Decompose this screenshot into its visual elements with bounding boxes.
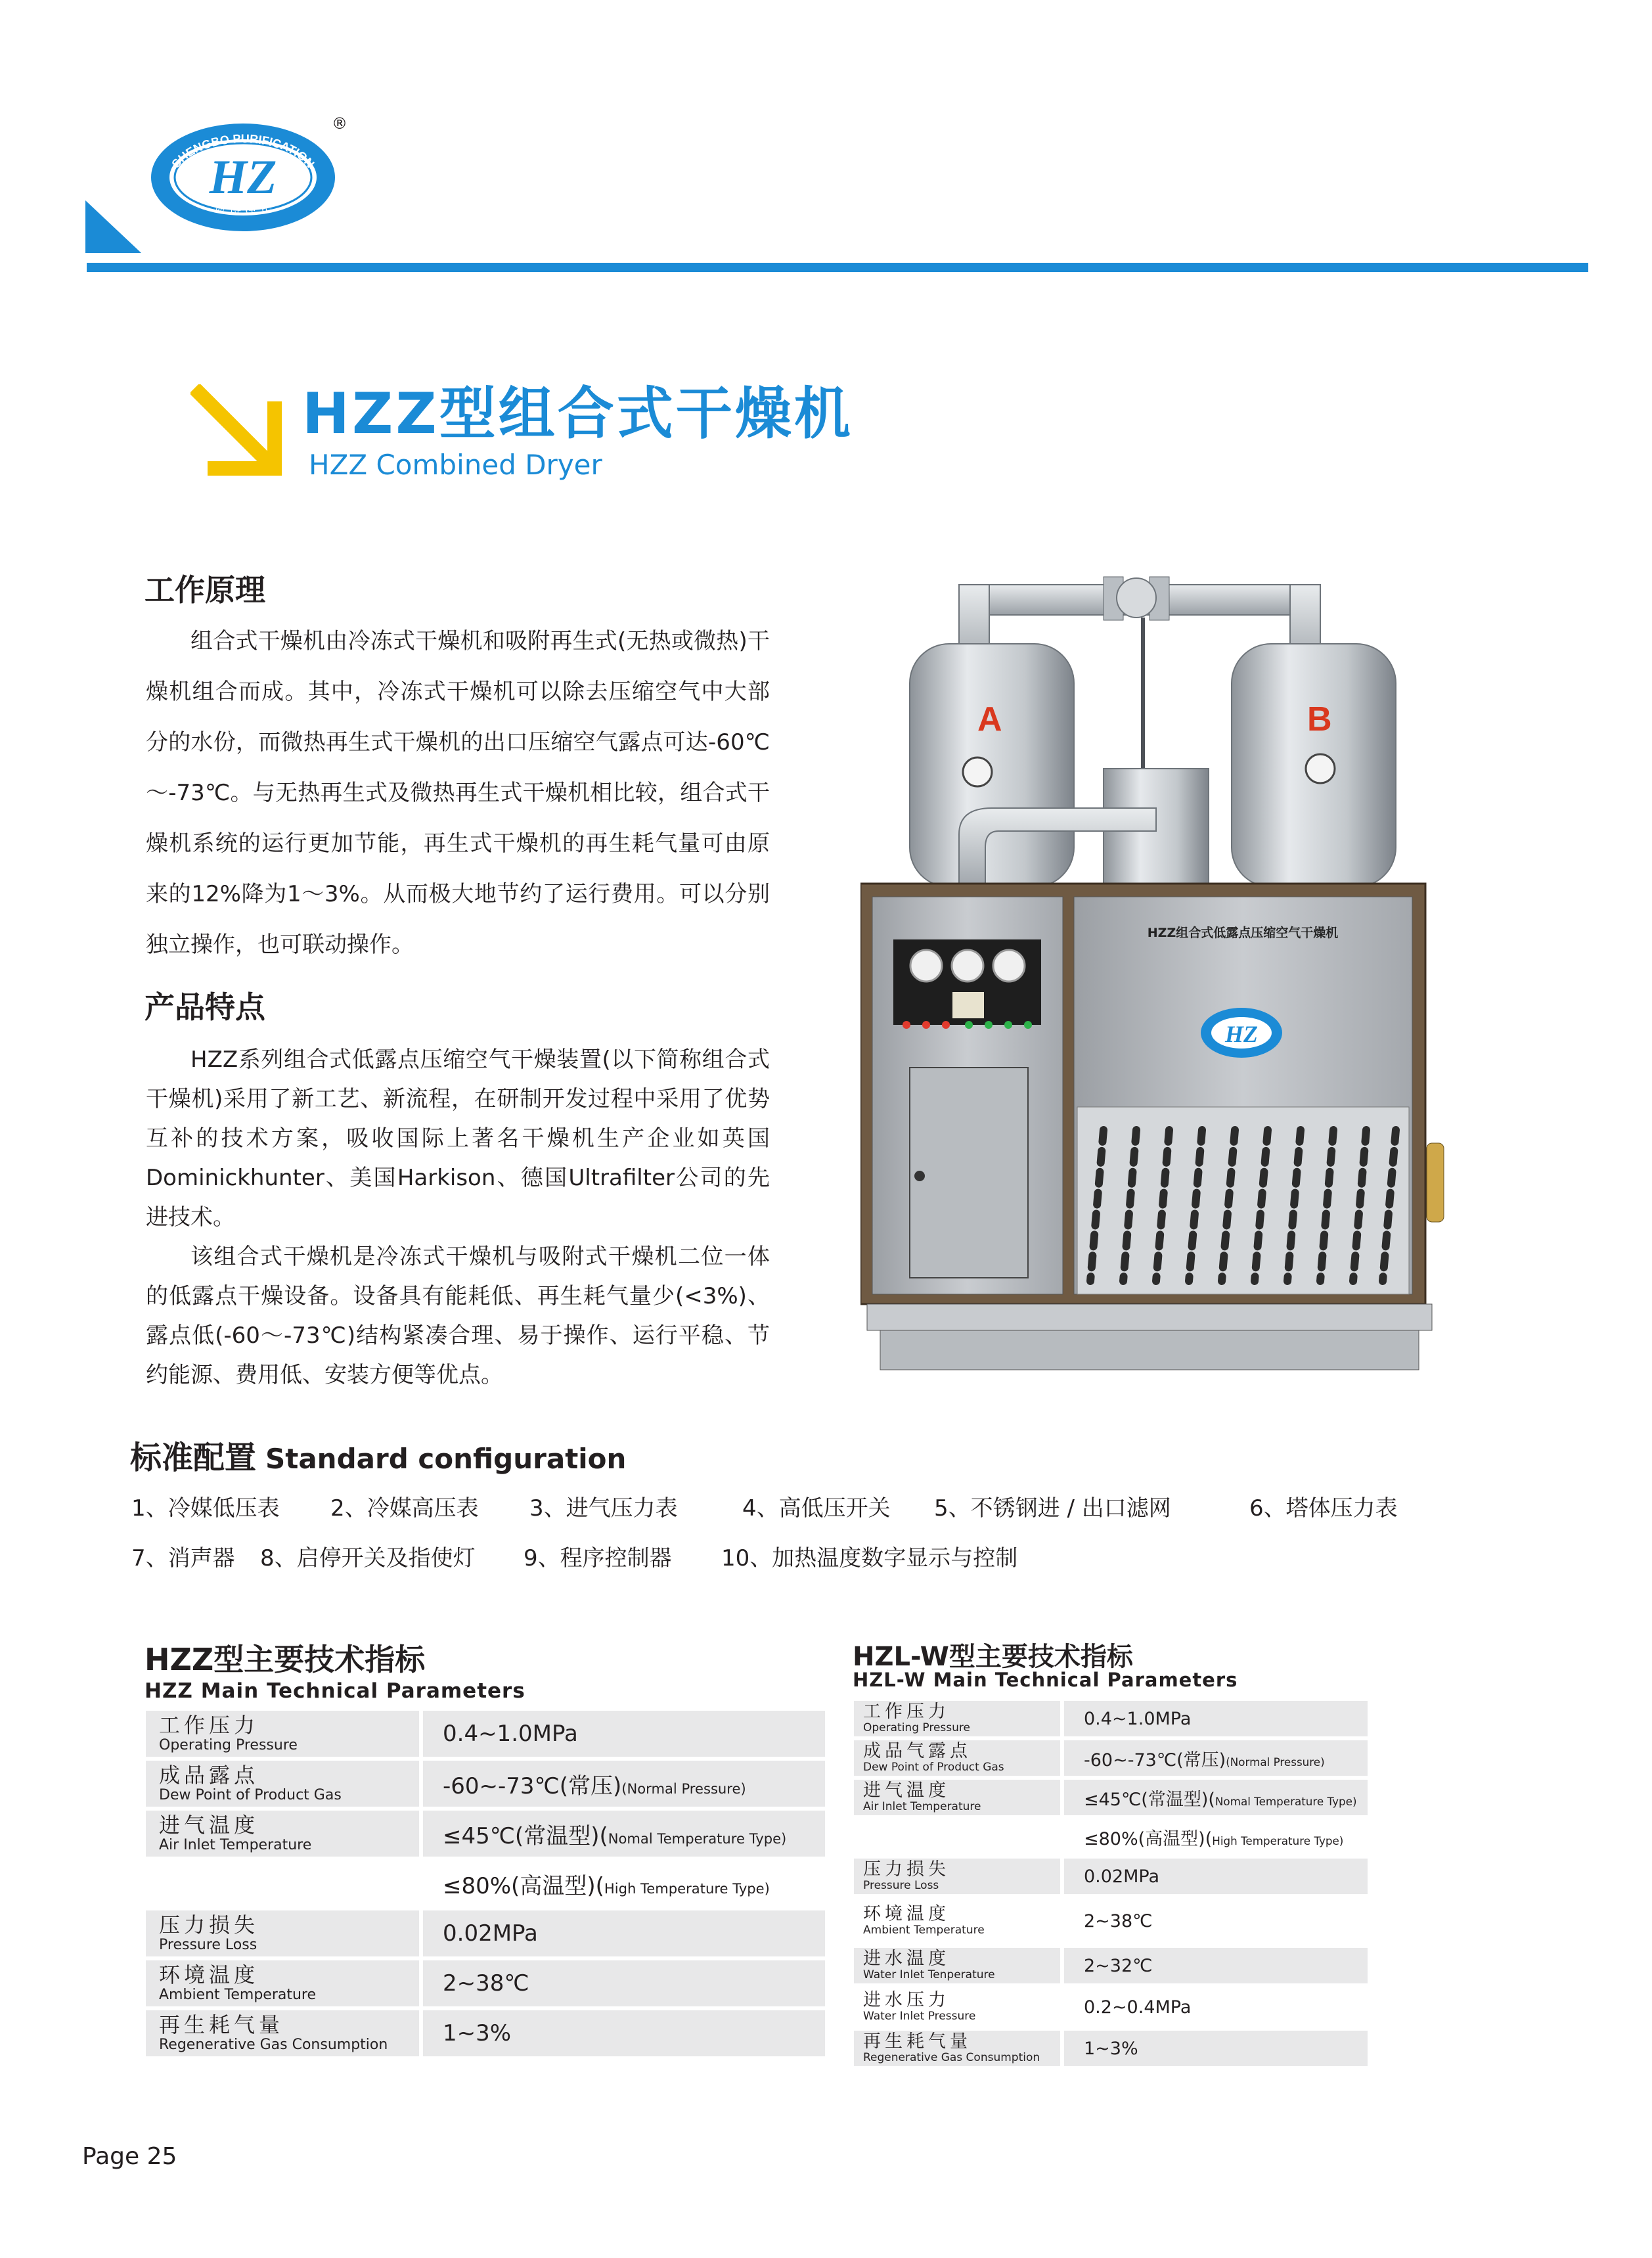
param-name-cn: 再生耗气量 xyxy=(159,2012,284,2037)
tank-b-label: B xyxy=(1307,700,1332,738)
param-name-en: Ambient Temperature xyxy=(863,1924,985,1937)
param-name-cn: 工作压力 xyxy=(159,1712,259,1738)
features-paragraph: HZZ系列组合式低露点压缩空气干燥装置(以下简称组合式干燥机)采用了新工艺、新流程，在研制开发过程中采用了优势互补的技术方案，吸收国际上著名干燥机生产企业如英国Dominickhunter、美国Harkison、德国Ultrafilter公司的先进技术。 xyxy=(146,1047,770,1231)
param-value: -60~-73℃(常压) xyxy=(443,1773,622,1799)
registered-mark: ® xyxy=(332,114,347,133)
panel-logo-mark: HZ xyxy=(1225,1021,1258,1047)
table-row xyxy=(854,1898,1368,1944)
param-value: 0.4~1.0MPa xyxy=(443,1721,578,1747)
param-name-en: Operating Pressure xyxy=(863,1721,970,1735)
logo-mark: HZ xyxy=(209,150,277,204)
product-photo xyxy=(860,572,1445,1380)
param-name-en: Pressure Loss xyxy=(159,1936,257,1953)
param-value: -60~-73℃(常压) xyxy=(1084,1750,1226,1771)
param-name-en: Ambient Temperature xyxy=(159,1986,317,2003)
param-name-en: Dew Point of Product Gas xyxy=(159,1786,342,1803)
param-name-cn: 压力损失 xyxy=(159,1912,259,1937)
param-name-en: Pressure Loss xyxy=(863,1879,939,1893)
hzz-table-title: HZZ型主要技术指标 xyxy=(145,1642,426,1677)
hzlw-table-title: HZL-W型主要技术指标 xyxy=(853,1642,1133,1672)
config-item: 6、塔体压力表 xyxy=(1249,1495,1398,1522)
param-note: Nomal Temperature Type) xyxy=(608,1830,787,1847)
table-row xyxy=(854,1948,1368,1983)
table-row xyxy=(854,1987,1368,2027)
param-value: ≤80%(高温型)( xyxy=(443,1872,604,1899)
param-value: 0.2~0.4MPa xyxy=(1084,1997,1192,2018)
param-name-cn: 环境温度 xyxy=(863,1904,950,1925)
config-item: 5、不锈钢进 / 出口滤网 xyxy=(934,1495,1171,1522)
config-item: 7、消声器 xyxy=(131,1545,235,1571)
param-name-cn: 进气温度 xyxy=(863,1780,950,1801)
table-row xyxy=(854,1740,1368,1776)
config-item: 3、进气压力表 xyxy=(529,1495,678,1522)
hzz-table-subtitle: HZZ Main Technical Parameters xyxy=(145,1679,525,1703)
param-name-cn: 成品露点 xyxy=(159,1762,259,1788)
config-item: 1、冷媒低压表 xyxy=(131,1495,280,1522)
param-note: High Temperature Type) xyxy=(1212,1834,1344,1847)
page-number: Page 25 xyxy=(82,2143,177,2170)
table-row xyxy=(854,1780,1368,1815)
config-item: 2、冷媒高压表 xyxy=(330,1495,479,1522)
company-logo xyxy=(148,112,351,237)
param-value: 0.4~1.0MPa xyxy=(1084,1708,1192,1729)
param-name-en: Air Inlet Temperature xyxy=(863,1800,981,1814)
param-name-cn: 环境温度 xyxy=(159,1962,259,1987)
param-name-cn: 进气温度 xyxy=(159,1812,259,1838)
hzz-params-table xyxy=(146,1707,825,2060)
param-value: 2~38℃ xyxy=(443,1970,529,1997)
param-name-en: Regenerative Gas Consumption xyxy=(159,2036,388,2053)
table-row xyxy=(146,1711,825,1757)
table-row xyxy=(146,1761,825,1807)
features-paragraph: 该组合式干燥机是冷冻式干燥机与吸附式干燥机二位一体的低露点干燥设备。设备具有能耗低、再生耗气量少(<3%)、露点低(-60～-73℃)结构紧凑合理、易于操作、运行平稳、节约能源、费用低、安装方便等优点。 xyxy=(146,1244,770,1388)
table-row xyxy=(854,2031,1368,2066)
param-name-en: Air Inlet Temperature xyxy=(159,1836,312,1853)
param-value: ≤45℃(常温型)( xyxy=(443,1822,608,1849)
panel-nameplate: HZZ组合式低露点压缩空气干燥机 xyxy=(1147,926,1339,940)
page-subtitle: HZZ Combined Dryer xyxy=(309,449,602,481)
param-note: (Normal Pressure) xyxy=(1226,1755,1325,1769)
table-row xyxy=(854,1859,1368,1894)
param-name-cn: 成品气露点 xyxy=(863,1741,971,1762)
config-item: 8、启停开关及指使灯 xyxy=(260,1545,476,1571)
principle-heading: 工作原理 xyxy=(145,572,265,608)
param-name-en: Water Inlet Pressure xyxy=(863,2010,976,2023)
config-item: 4、高低压开关 xyxy=(742,1495,891,1522)
param-note: High Temperature Type) xyxy=(604,1880,770,1897)
param-name-en: Operating Pressure xyxy=(159,1736,298,1753)
param-value: 1~3% xyxy=(1084,2038,1138,2059)
table-row xyxy=(146,1861,825,1907)
param-value: 2~38℃ xyxy=(1084,1910,1153,1931)
param-name-en: Water Inlet Tenperature xyxy=(863,1968,995,1982)
config-heading-cn: 标准配置 xyxy=(130,1439,257,1476)
param-name-cn: 进水温度 xyxy=(863,1949,950,1970)
hzlw-table-subtitle: HZL-W Main Technical Parameters xyxy=(853,1669,1238,1691)
table-row xyxy=(854,1819,1368,1855)
config-heading-en: Standard configuration xyxy=(265,1443,627,1475)
config-item: 10、加热温度数字显示与控制 xyxy=(721,1545,1018,1571)
param-name-en: Regenerative Gas Consumption xyxy=(863,2051,1040,2065)
table-row xyxy=(146,1811,825,1857)
param-note: Nomal Temperature Type) xyxy=(1215,1794,1357,1808)
table-row xyxy=(146,1910,825,1956)
logo-ring-text: SHENGBO PURIFICATION xyxy=(169,131,317,171)
config-heading xyxy=(130,1432,626,1478)
corner-triangle-decoration xyxy=(85,200,141,253)
param-name-cn: 压力损失 xyxy=(863,1859,950,1880)
param-value: ≤80%(高温型)( xyxy=(1084,1828,1213,1849)
hzlw-params-table xyxy=(854,1697,1368,2070)
param-value: ≤45℃(常温型)( xyxy=(1084,1789,1215,1810)
param-value: 0.02MPa xyxy=(1084,1866,1160,1887)
table-row xyxy=(854,1701,1368,1736)
param-value: 1~3% xyxy=(443,2020,512,2046)
param-note: (Normal Pressure) xyxy=(621,1780,746,1797)
param-value: 0.02MPa xyxy=(443,1920,538,1947)
param-name-en: Dew Point of Product Gas xyxy=(863,1761,1004,1774)
features-heading: 产品特点 xyxy=(145,989,265,1025)
logo-sub-text: 盛 博 淨 化 xyxy=(213,199,273,217)
tank-a-label: A xyxy=(977,700,1002,738)
table-row xyxy=(146,1960,825,2006)
param-value: 2~32℃ xyxy=(1084,1955,1153,1976)
param-name-cn: 进水压力 xyxy=(863,1990,950,2011)
principle-text: 组合式干燥机由冷冻式干燥机和吸附再生式(无热或微热)干燥机组合而成。其中，冷冻式干燥机可以除去压缩空气中大部分的水份，而微热再生式干燥机的出口压缩空气露点可达-60℃～-73℃。与无热再生式及微热再生式干燥机相比较，组合式干燥机系统的运行更加节能，再生式干燥机的再生耗气量可由原来的12%降为1～3%。从而极大地节约了运行费用。可以分别独立操作，也可联动操作。 xyxy=(146,628,770,958)
header-rule xyxy=(87,263,1588,272)
param-name-cn: 再生耗气量 xyxy=(863,2031,971,2052)
page-title: HZZ型组合式干燥机 xyxy=(302,381,853,447)
features-text xyxy=(146,1040,770,1395)
table-row xyxy=(146,2010,825,2056)
config-item: 9、程序控制器 xyxy=(524,1545,672,1571)
arrow-down-right-icon xyxy=(190,384,282,476)
param-name-cn: 工作压力 xyxy=(863,1702,950,1723)
